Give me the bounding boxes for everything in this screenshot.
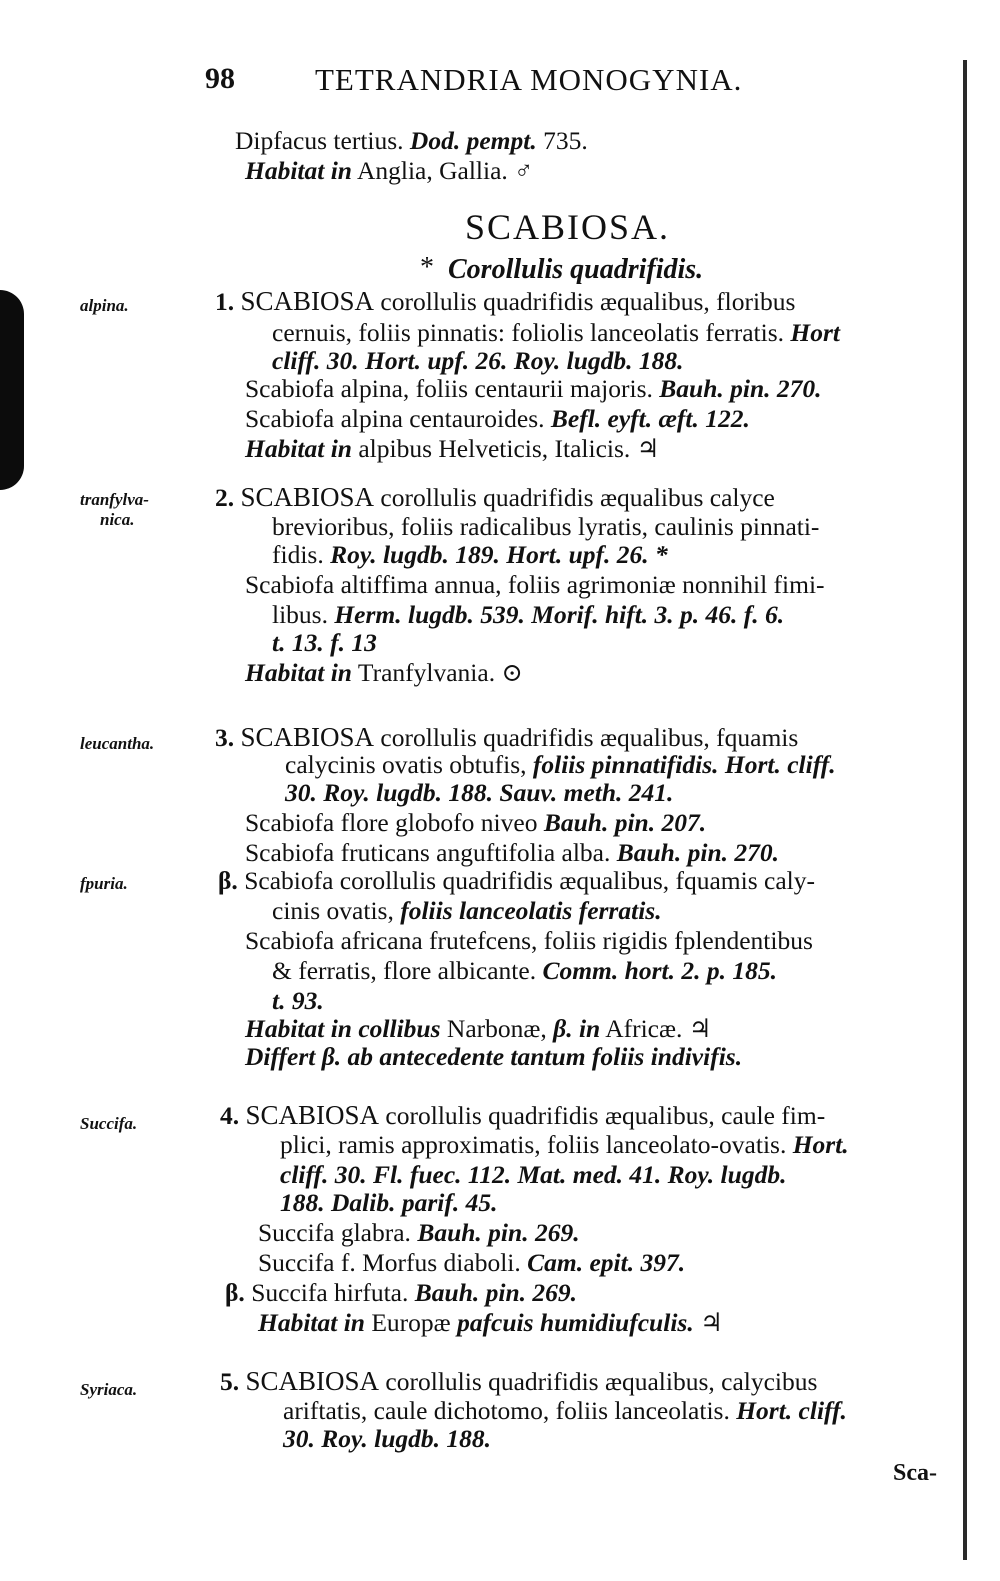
genus-subheading: Corollulis quadrifidis.: [448, 254, 704, 285]
species-number: 1.: [215, 287, 235, 316]
citation: Befl. eyft. æft. 122.: [550, 404, 750, 433]
habitat-label: Habitat in: [245, 156, 352, 185]
species-3-line-3: 30. Roy. lugdb. 188. Sauv. meth. 241.: [285, 778, 674, 807]
perennial-symbol-icon: ♃: [700, 1308, 723, 1337]
habitat-place: Europæ: [371, 1308, 451, 1337]
habitat-place: Narbonæ,: [446, 1014, 547, 1043]
citation: Dod. pempt.: [409, 126, 537, 155]
diagnosis-italic: foliis pinnatifidis. Hort. cliff.: [532, 750, 836, 779]
genus-title: SCABIOSA.: [465, 207, 671, 247]
diagnosis: corollulis quadrifidis æqualibus, calycibus: [385, 1367, 818, 1396]
synonym: cinis ovatis,: [272, 896, 394, 925]
diagnosis: calycinis ovatis obtufis,: [285, 750, 527, 779]
citation-number: 735.: [543, 126, 588, 155]
diagnosis: fidis.: [272, 540, 324, 569]
species-2-line-7: [245, 658, 523, 688]
citation: Hort: [790, 318, 840, 347]
species-5-line-2: [283, 1396, 847, 1426]
species-5-line-3: 30. Roy. lugdb. 188.: [283, 1424, 492, 1453]
page-header: [205, 62, 945, 102]
species-1-line-3: cliff. 30. Hort. upf. 26. Roy. lugdb. 188.: [272, 346, 684, 375]
species-margin-name: Succifa.: [80, 1114, 138, 1133]
habitat-place: alpibus Helveticis, Italicis.: [358, 434, 631, 463]
genus-name: SCABIOSA: [245, 1100, 380, 1130]
species-4-line-1: [220, 1100, 825, 1131]
species-4-line-2: [280, 1130, 849, 1160]
diagnosis: ariftatis, caule dichotomo, foliis lanceolatis.: [283, 1396, 730, 1425]
diagnosis: cernuis, foliis pinnatis: foliolis lanceolatis ferratis.: [272, 318, 785, 347]
species-number: 5.: [220, 1367, 240, 1396]
species-4-line-3: cliff. 30. Fl. fuec. 112. Mat. med. 41. Roy. lugdb.: [280, 1160, 787, 1189]
habitat-place: Anglia, Gallia.: [356, 156, 508, 185]
species-3-line-2: [285, 750, 836, 780]
species-3-line-12: Differt β. ab antecedente tantum foliis indivifis.: [245, 1042, 743, 1071]
text: Dipfacus tertius.: [235, 126, 404, 155]
citation: Hort. cliff.: [736, 1396, 847, 1425]
diagnosis: corollulis quadrifidis æqualibus, floribus: [380, 287, 796, 316]
species-3-line-11: [245, 1014, 712, 1044]
variety-habitat-label: β. in: [553, 1014, 601, 1043]
perennial-symbol-icon: ♂: [514, 156, 534, 185]
genus-name: SCABIOSA: [240, 286, 375, 316]
species-1-line-1: [215, 286, 795, 317]
asterisk-icon: *: [420, 252, 434, 283]
citation: Cam. epit. 397.: [527, 1248, 686, 1277]
species-4-line-5: [258, 1218, 580, 1248]
habitat-label: Habitat in: [245, 434, 352, 463]
continuation-line-2: [245, 156, 533, 186]
diagnosis: corollulis quadrifidis æqualibus, caule fim-: [385, 1101, 826, 1130]
diagnosis: plici, ramis approximatis, foliis lanceolato-ovatis.: [280, 1130, 787, 1159]
species-margin-name-cont: nica.: [100, 510, 135, 529]
citation: Bauh. pin. 270.: [659, 374, 822, 403]
variety-marker: β.: [218, 866, 238, 895]
species-1-line-5: [245, 404, 750, 434]
synonym: Scabiofa corollulis quadrifidis æqualibus, fquamis caly-: [244, 866, 815, 895]
species-margin-name: Syriaca.: [80, 1380, 138, 1399]
species-3-line-4: [245, 808, 706, 838]
diagnosis: corollulis quadrifidis æqualibus, fquamis: [380, 723, 799, 752]
species-3-line-5: [245, 838, 779, 868]
species-3-line-8: Scabiofa africana frutefcens, foliis rigidis fplendentibus: [245, 926, 813, 955]
habitat-label: Habitat in collibus: [245, 1014, 441, 1043]
synonym: Scabiofa fruticans anguftifolia alba.: [245, 838, 611, 867]
running-head: TETRANDRIA MONOGYNIA.: [315, 62, 743, 97]
species-2-line-6: t. 13. f. 13: [272, 628, 377, 657]
species-4-line-4: 188. Dalib. parif. 45.: [280, 1188, 498, 1217]
species-4-line-6: [258, 1248, 685, 1278]
genus-name: SCABIOSA: [240, 482, 375, 512]
species-2-line-3: [272, 540, 668, 570]
habitat-place: Tranfylvania.: [357, 658, 496, 687]
species-4-line-8: [258, 1308, 723, 1338]
species-number: 4.: [220, 1101, 240, 1130]
habitat-detail: pafcuis humidiufculis.: [457, 1308, 694, 1337]
perennial-symbol-icon: ♃: [688, 1014, 712, 1043]
species-margin-name: alpina.: [80, 296, 129, 315]
synonym: Scabiofa flore globofo niveo: [245, 808, 538, 837]
species-3-line-7: [272, 896, 662, 926]
genus-name: SCABIOSA: [240, 722, 375, 752]
perennial-symbol-icon: ♃: [636, 434, 660, 463]
annual-symbol-icon: ⊙: [501, 658, 523, 687]
species-3-line-1: [215, 722, 798, 753]
synonym: & ferratis, flore albicante.: [272, 956, 537, 985]
species-5-line-1: [220, 1366, 817, 1397]
synonym: Succifa hirfuta.: [251, 1278, 409, 1307]
species-1-line-4: [245, 374, 822, 404]
species-4-line-7: [225, 1278, 577, 1308]
synonym: Scabiofa alpina, foliis centaurii majoris.: [245, 374, 653, 403]
species-margin-name: tranfylva-: [80, 490, 149, 509]
citation: Bauh. pin. 269.: [414, 1278, 578, 1307]
citation: Herm. lugdb. 539. Morif. hift. 3. p. 46. f. 6.: [334, 600, 785, 629]
variety-marker: β.: [225, 1278, 245, 1307]
citation: Bauh. pin. 269.: [417, 1218, 580, 1247]
variety-margin-name: fpuria.: [80, 874, 128, 893]
species-1-line-6: [245, 434, 660, 464]
diagnosis-italic: foliis lanceolatis ferratis.: [400, 896, 662, 925]
species-3-line-9: [272, 956, 777, 986]
species-1-line-2: [272, 318, 840, 348]
citation: Hort.: [792, 1130, 849, 1159]
species-3-line-10: t. 93.: [272, 986, 324, 1015]
species-2-line-2: brevioribus, foliis radicalibus lyratis, caulinis pinnati-: [272, 512, 820, 541]
citation: Comm. hort. 2. p. 185.: [542, 956, 777, 985]
citation: Bauh. pin. 270.: [616, 838, 779, 867]
genus-name: SCABIOSA: [245, 1366, 380, 1396]
species-margin-name: leucantha.: [80, 734, 155, 753]
species-3-line-6: [218, 866, 815, 896]
species-2-line-1: [215, 482, 775, 513]
diagnosis: corollulis quadrifidis æqualibus calyce: [380, 483, 775, 512]
synonym: Succifa glabra.: [258, 1218, 411, 1247]
synonym: libus.: [272, 600, 328, 629]
habitat-label: Habitat in: [258, 1308, 365, 1337]
species-number: 2.: [215, 483, 235, 512]
synonym: Scabiofa alpina centauroides.: [245, 404, 545, 433]
species-2-line-4: Scabiofa altiffima annua, foliis agrimoniæ nonnihil fimi-: [245, 570, 825, 599]
habitat-label: Habitat in: [245, 658, 352, 687]
species-2-line-5: [272, 600, 784, 630]
page-number: 98: [205, 62, 235, 95]
continuation-line-1: [235, 126, 588, 156]
page-edge-rule: [963, 60, 967, 1560]
species-number: 3.: [215, 723, 235, 752]
citation: Bauh. pin. 207.: [543, 808, 707, 837]
habitat-place: Africæ.: [605, 1014, 683, 1043]
catchword: Sca-: [893, 1460, 937, 1486]
citation: Roy. lugdb. 189. Hort. upf. 26. *: [330, 540, 668, 569]
synonym: Succifa f. Morfus diaboli.: [258, 1248, 521, 1277]
binding-shadow: [0, 290, 24, 490]
